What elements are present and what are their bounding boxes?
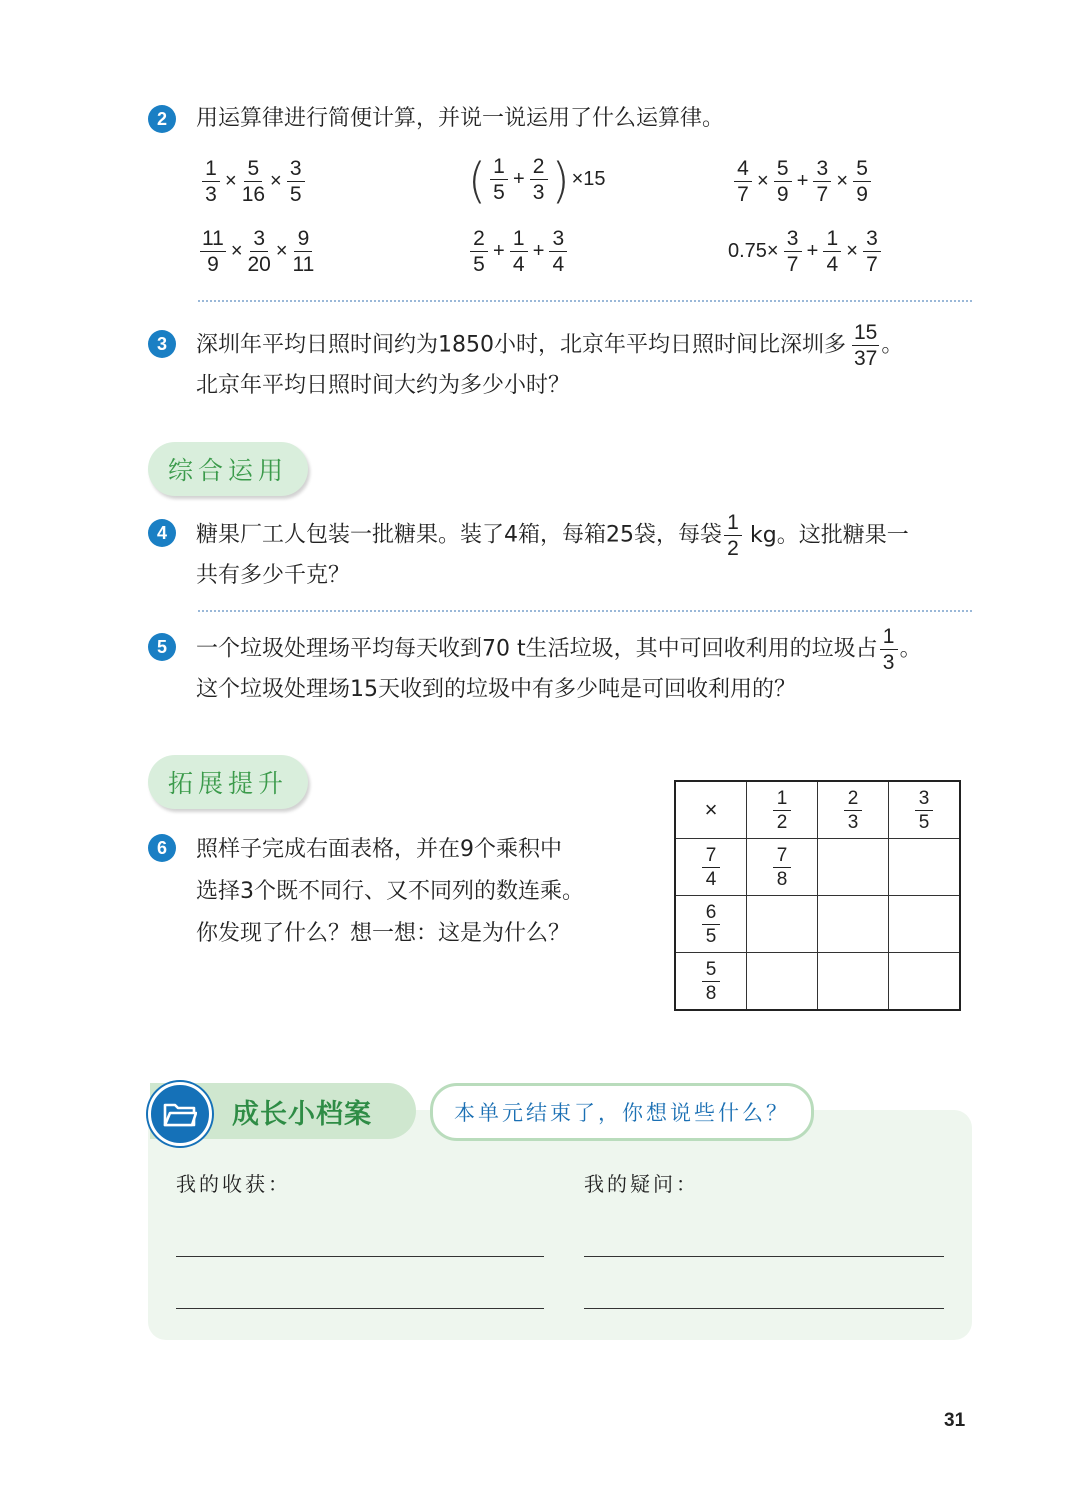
- fraction: $\frac{9}{11}$: [292, 227, 315, 276]
- fraction: $\frac{5}{9}$: [774, 158, 792, 205]
- question-6-line-2: 选择3个既不同行、又不同列的数连乘。: [196, 879, 584, 904]
- question-number-badge: 4: [148, 519, 176, 547]
- question-2-text: 用运算律进行简便计算，并说一说运用了什么运算律。: [196, 106, 725, 131]
- table-corner: ×: [675, 781, 747, 839]
- fraction: $\frac{15}{37}$: [854, 321, 878, 370]
- row-header: $\frac{7}{4}$: [675, 839, 747, 896]
- answer-cell[interactable]: [889, 953, 961, 1011]
- fraction: $\frac{5}{16}$: [241, 157, 266, 206]
- writing-line[interactable]: [176, 1308, 544, 1309]
- fraction: $\frac{3}{5}$: [287, 158, 305, 205]
- section-heading-comprehensive: 综合运用: [148, 442, 308, 496]
- column-header: $\frac{1}{2}$: [747, 781, 818, 839]
- fraction: $\frac{5}{9}$: [853, 158, 871, 205]
- row-header: $\frac{6}{5}$: [675, 896, 747, 953]
- fraction: $\frac{4}{7}$: [734, 158, 752, 205]
- question-3-line-2: 北京年平均日照时间大约为多少小时？: [196, 373, 571, 398]
- example-product-cell: $\frac{7}{8}$: [747, 839, 818, 896]
- answer-cell[interactable]: [747, 953, 818, 1011]
- answer-cell[interactable]: [889, 896, 961, 953]
- question-number-badge: 3: [148, 330, 176, 358]
- dotted-divider: [198, 300, 972, 302]
- answer-cell[interactable]: [747, 896, 818, 953]
- gain-label: 我的收获：: [176, 1172, 291, 1196]
- writing-line[interactable]: [584, 1256, 944, 1257]
- row-header: $\frac{5}{8}$: [675, 953, 747, 1011]
- answer-cell[interactable]: [889, 839, 961, 896]
- folder-icon: [148, 1082, 212, 1146]
- answer-cell[interactable]: [818, 839, 889, 896]
- answer-cell[interactable]: [818, 896, 889, 953]
- question-number-badge: 2: [148, 105, 176, 133]
- fraction: $\frac{1}{3}$: [880, 626, 898, 673]
- fraction: $\frac{1}{3}$: [202, 158, 220, 205]
- fraction: $\frac{1}{2}$: [724, 512, 742, 559]
- answer-cell[interactable]: [818, 953, 889, 1011]
- fraction: $\frac{1}{4}$: [510, 228, 528, 275]
- question-4-line-2: 共有多少千克？: [196, 563, 351, 588]
- fraction: $\frac{3}{4}$: [549, 228, 567, 275]
- question-6-line-3: 你发现了什么？想一想：这是为什么？: [196, 921, 571, 946]
- expression-4: $\frac{11}{9}$ × $\frac{3}{20}$ × $\frac{9}{11}$: [202, 227, 315, 276]
- expression-5: $\frac{2}{5}$ + $\frac{1}{4}$ + $\frac{3}{4}$: [468, 228, 569, 275]
- question-6-line-1: 照样子完成右面表格，并在9个乘积中: [196, 837, 562, 862]
- question-3-line-1: 深圳年平均日照时间约为1850小时，北京年平均日照时间比深圳多 $\frac{15}{37}$ 。: [196, 321, 904, 370]
- fraction: $\frac{2}{3}$: [530, 156, 548, 203]
- growth-prompt: 本单元结束了，你想说些什么？: [430, 1083, 814, 1141]
- fraction: $\frac{11}{9}$: [202, 227, 224, 276]
- multiplication-table: [674, 780, 961, 1011]
- question-4-line-1: 糖果厂工人包装一批糖果。装了4箱，每箱25袋，每袋 $\frac{1}{2}$ kg。这批糖果一: [196, 511, 909, 560]
- fraction: $\frac{1}{4}$: [823, 228, 841, 275]
- dotted-divider: [198, 610, 972, 612]
- page-number: 31: [944, 1410, 966, 1431]
- column-header: $\frac{3}{5}$: [889, 781, 961, 839]
- writing-line[interactable]: [584, 1308, 944, 1309]
- fraction: $\frac{3}{7}$: [813, 158, 831, 205]
- growth-title: 成长小档案: [232, 1099, 372, 1130]
- fraction: $\frac{3}{7}$: [784, 228, 802, 275]
- fraction: $\frac{1}{5}$: [490, 156, 508, 203]
- fraction: $\frac{3}{7}$: [863, 228, 881, 275]
- fraction: $\frac{2}{5}$: [470, 228, 488, 275]
- section-heading-extension: 拓展提升: [148, 755, 308, 809]
- column-header: $\frac{2}{3}$: [818, 781, 889, 839]
- question-label: 我的疑问：: [584, 1172, 699, 1196]
- question-5-line-2: 这个垃圾处理场15天收到的垃圾中有多少吨是可回收利用的？: [196, 677, 796, 702]
- expression-1: $\frac{1}{3}$ × $\frac{5}{16}$ × $\frac{3}{5}$: [200, 158, 307, 205]
- writing-line[interactable]: [176, 1256, 544, 1257]
- expression-6: 0.75× $\frac{3}{7}$ + $\frac{1}{4}$ × $\frac{3}{7}$: [728, 228, 883, 275]
- question-number-badge: 5: [148, 633, 176, 661]
- expression-2: ( $\frac{1}{5}$ + $\frac{2}{3}$ ) ×15: [468, 151, 606, 208]
- growth-panel: [148, 1110, 972, 1340]
- question-5-line-1: 一个垃圾处理场平均每天收到70 t生活垃圾，其中可回收利用的垃圾占 $\frac{1}{3}$ 。: [196, 625, 922, 674]
- expression-3: $\frac{4}{7}$ × $\frac{5}{9}$ + $\frac{3}{7}$ × $\frac{5}{9}$: [732, 158, 873, 205]
- fraction: $\frac{3}{20}$: [247, 227, 271, 276]
- question-number-badge: 6: [148, 834, 176, 862]
